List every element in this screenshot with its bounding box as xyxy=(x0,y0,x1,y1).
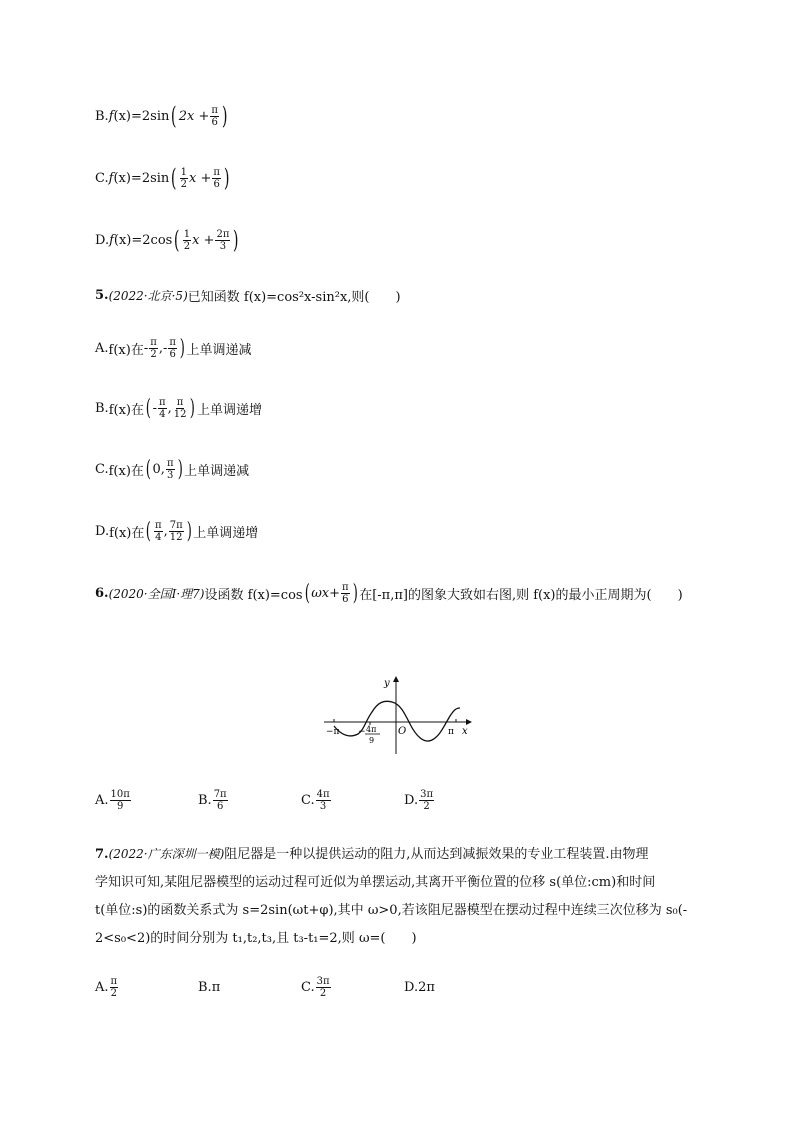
option-label: B. xyxy=(198,980,212,995)
option-suffix: 上单调递减 xyxy=(184,464,250,479)
q4-option-b[interactable] xyxy=(95,104,734,128)
q5-option-d[interactable] xyxy=(95,520,734,543)
fraction: $\frac{10\pi}{9}$ xyxy=(110,789,130,812)
option-suffix: 上单调递增 xyxy=(193,526,259,541)
right-paren: ) xyxy=(179,335,185,361)
x-axis-arrow xyxy=(466,719,472,725)
q6-option-d[interactable] xyxy=(404,789,507,812)
right-paren: ) xyxy=(223,164,230,192)
y-label: y xyxy=(384,678,390,689)
option-value: 2π xyxy=(418,980,435,995)
option-fx: f(x)在 xyxy=(108,403,144,418)
fraction: $\frac{\pi}{12}$ xyxy=(173,397,187,420)
option-label: A. xyxy=(95,341,109,356)
option-fx: f(x)在 xyxy=(108,343,144,358)
func-name: f xyxy=(108,170,114,186)
q6-option-b[interactable] xyxy=(198,789,301,812)
option-label: A. xyxy=(95,980,109,995)
question-source: (2022·广东深圳一模) xyxy=(108,847,225,861)
option-label: D. xyxy=(95,524,110,539)
option-suffix: 上单调递减 xyxy=(186,343,252,358)
right-paren: ) xyxy=(221,102,228,130)
fraction: $\frac{2\pi}{3}$ xyxy=(216,228,230,252)
q7-line-2: 学知识可知,某阻尼器模型的运动过程可近似为单摆运动,其离开平衡位置的位移 s(单位:cm)和时间 xyxy=(95,875,656,890)
q4-option-c[interactable] xyxy=(95,166,734,190)
right-paren: ) xyxy=(186,518,192,544)
func-name: f xyxy=(109,232,114,248)
left-paren: ( xyxy=(145,456,151,482)
func-arg: (x) xyxy=(113,170,131,186)
option-label: A. xyxy=(95,793,109,808)
q6-option-c[interactable] xyxy=(301,789,404,812)
question-number: 5. xyxy=(95,288,109,303)
option-label: C. xyxy=(95,170,109,186)
option-suffix: 上单调递增 xyxy=(197,403,263,418)
func-arg: (x) xyxy=(113,108,131,124)
left-paren: ( xyxy=(304,580,310,606)
question-text: 已知函数 f(x)=cos²x-sin²x,则( ) xyxy=(187,290,401,305)
question-number: 7. xyxy=(95,847,109,862)
right-paren: ) xyxy=(233,226,239,254)
interval-low: 0 xyxy=(152,462,161,477)
option-label: C. xyxy=(301,980,315,995)
left-paren: ( xyxy=(146,518,152,544)
q7-line-4: 2<s₀<2)的时间分别为 t₁,t₂,t₃,且 t₃-t₁=2,则 ω=( ) xyxy=(95,931,417,946)
x-label: x xyxy=(462,726,468,737)
fraction: $\frac{\pi}{4}$ xyxy=(158,397,166,420)
q7-option-d[interactable] xyxy=(404,976,507,999)
fraction: $\frac{3\pi}{2}$ xyxy=(420,789,434,812)
sign: - xyxy=(143,341,149,356)
inner-expr: x + xyxy=(189,170,212,186)
fraction: $\frac{\pi}{2}$ xyxy=(150,337,157,360)
option-value: π xyxy=(211,980,221,995)
separator: , xyxy=(163,524,168,539)
inner-expr: x + xyxy=(192,232,215,248)
tick-num: 4π xyxy=(366,725,377,734)
option-label: C. xyxy=(95,462,109,477)
fraction: $\frac{1}{2}$ xyxy=(183,228,191,252)
fraction: $\frac{1}{2}$ xyxy=(180,166,188,190)
fraction: $\frac{7\pi}{6}$ xyxy=(213,789,227,812)
option-label: D. xyxy=(95,232,110,248)
fraction: $\frac{\pi}{2}$ xyxy=(110,976,118,999)
q5-option-c[interactable] xyxy=(95,458,734,481)
separator: , xyxy=(160,462,165,477)
option-fx: f(x)在 xyxy=(109,526,145,541)
q7-line-3: t(单位:s)的函数关系式为 s=2sin(ωt+φ),其中 ω>0,若该阻尼器模型在摆动过程中连续三次位移为 s₀(- xyxy=(95,903,688,918)
question-text-pre: 设函数 f(x)=cos xyxy=(204,588,303,603)
fraction: $\frac{7\pi}{12}$ xyxy=(169,520,183,543)
option-label: C. xyxy=(301,793,315,808)
fraction: $\frac{\pi}{3}$ xyxy=(166,458,174,481)
fraction: $\frac{3\pi}{2}$ xyxy=(316,976,330,999)
q5-stem xyxy=(95,286,734,305)
question-source: (2020·全国Ⅰ·理7) xyxy=(108,587,205,601)
separator: ,- xyxy=(158,341,168,356)
left-paren: ( xyxy=(145,395,151,421)
separator: , xyxy=(167,401,172,416)
q7-line-1 xyxy=(95,840,715,869)
q7-option-c[interactable] xyxy=(301,976,404,999)
sign: - xyxy=(152,401,157,416)
option-label: B. xyxy=(198,793,212,808)
fraction: $\frac{\pi}{6}$ xyxy=(213,166,220,190)
func-arg: (x) xyxy=(113,232,132,248)
q7-option-a[interactable] xyxy=(95,976,198,999)
q6-stem xyxy=(95,582,734,605)
func-rhs: =2sin xyxy=(130,108,170,124)
fraction: $\frac{\pi}{4}$ xyxy=(154,520,162,543)
func-rhs: =2cos xyxy=(131,232,173,248)
inner-expr: ωx+ xyxy=(311,586,341,601)
option-label: B. xyxy=(95,401,109,416)
question-text-post: 在[-π,π]的图象大致如右图,则 f(x)的最小正周期为( ) xyxy=(359,588,683,603)
right-paren: ) xyxy=(177,456,183,482)
left-paren: ( xyxy=(174,226,180,254)
q5-option-b[interactable] xyxy=(95,397,734,420)
question-number: 6. xyxy=(95,586,109,601)
y-axis-arrow xyxy=(393,676,399,682)
tick-den: 9 xyxy=(369,736,375,745)
option-label: B. xyxy=(95,108,109,124)
q4-option-d[interactable] xyxy=(95,228,734,252)
fraction: $\frac{4\pi}{3}$ xyxy=(316,789,330,812)
q5-option-a[interactable] xyxy=(95,337,734,360)
fraction: $\frac{\pi}{6}$ xyxy=(211,104,218,128)
origin-label: O xyxy=(398,726,407,737)
pi-label: π xyxy=(448,727,454,737)
question-text: 阻尼器是一种以提供运动的阻力,从而达到减振效果的专业工程装置.由物理 xyxy=(224,847,649,862)
fraction: $\frac{\pi}{6}$ xyxy=(169,337,176,360)
cosine-graph xyxy=(320,672,476,756)
left-paren: ( xyxy=(171,102,177,130)
q7-stem xyxy=(95,840,715,953)
func-rhs: =2sin xyxy=(130,170,170,186)
q7-option-b[interactable] xyxy=(198,976,301,999)
question-source: (2022·北京·5) xyxy=(108,289,188,303)
option-fx: f(x)在 xyxy=(108,464,144,479)
inner-expr: 2x + xyxy=(178,108,210,124)
func-name: f xyxy=(108,108,114,124)
left-paren: ( xyxy=(171,164,177,192)
fraction: $\frac{\pi}{6}$ xyxy=(342,582,349,605)
q7-options xyxy=(95,976,507,999)
neg-pi-label: −π xyxy=(326,727,340,737)
right-paren: ) xyxy=(352,580,358,606)
q6-options xyxy=(95,789,507,812)
option-label: D. xyxy=(404,793,419,808)
cosine-curve xyxy=(334,701,460,741)
tick-sign: − xyxy=(358,727,366,737)
right-paren: ) xyxy=(190,395,196,421)
option-label: D. xyxy=(404,980,419,995)
q6-option-a[interactable] xyxy=(95,789,198,812)
